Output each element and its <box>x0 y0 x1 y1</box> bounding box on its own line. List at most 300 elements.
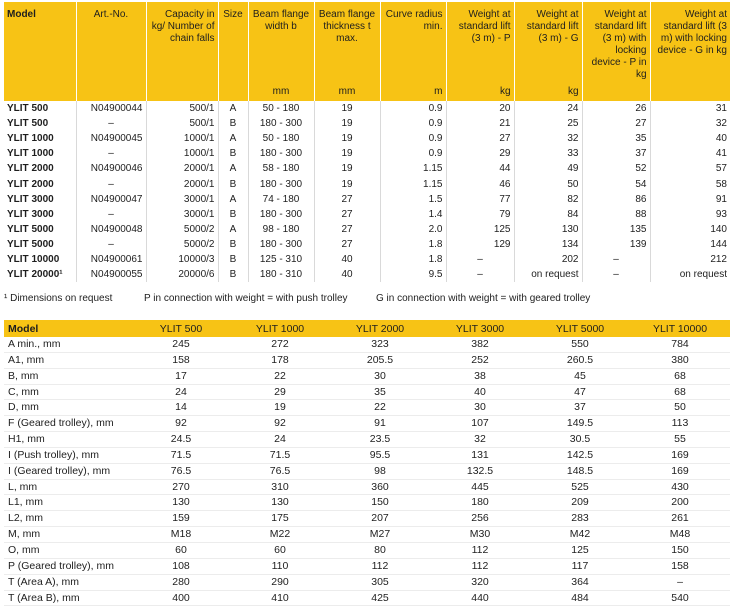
table-cell: A <box>218 131 248 146</box>
table-row <box>4 192 730 207</box>
table-cell: 142.5 <box>530 447 630 463</box>
table-cell: 484 <box>530 590 630 606</box>
table-row <box>4 207 730 222</box>
table-cell: 32 <box>514 131 582 146</box>
table-cell: 19 <box>314 101 380 116</box>
table-cell: 180 - 300 <box>248 207 314 222</box>
spec-unit-7: kg <box>446 85 514 101</box>
table-cell: 113 <box>630 416 730 432</box>
table-cell: 283 <box>530 511 630 527</box>
table-cell: 2.0 <box>380 222 446 237</box>
table-cell: 272 <box>230 337 330 352</box>
table-cell: 550 <box>530 337 630 352</box>
table-cell: 209 <box>530 495 630 511</box>
table-row <box>4 252 730 267</box>
table-cell: 44 <box>446 161 514 176</box>
table-cell: 280 <box>132 574 230 590</box>
table-cell: 290 <box>230 574 330 590</box>
table-cell: 180 - 300 <box>248 176 314 191</box>
table-cell: 150 <box>630 542 730 558</box>
dim-header-2: YLIT 1000 <box>230 320 330 337</box>
table-cell: B, mm <box>4 368 132 384</box>
table-cell: on request <box>514 267 582 282</box>
table-cell: 25 <box>514 116 582 131</box>
table-cell: 22 <box>330 400 430 416</box>
table-cell: B <box>218 252 248 267</box>
table-cell: 0.9 <box>380 116 446 131</box>
table-cell: 50 <box>630 400 730 416</box>
table-cell: 178 <box>230 352 330 368</box>
table-cell: 71.5 <box>230 447 330 463</box>
table-cell: 30 <box>330 368 430 384</box>
table-cell: 30.5 <box>530 432 630 448</box>
table-cell: 40 <box>650 131 730 146</box>
table-cell: 46 <box>446 176 514 191</box>
table-row <box>4 384 730 400</box>
table-cell: 86 <box>582 192 650 207</box>
table-cell: YLIT 5000 <box>4 222 76 237</box>
table-cell: 382 <box>430 337 530 352</box>
table-cell: 205.5 <box>330 352 430 368</box>
table-cell: 380 <box>630 352 730 368</box>
table-row <box>4 176 730 191</box>
table-cell: 1.15 <box>380 161 446 176</box>
table-cell: 29 <box>446 146 514 161</box>
table-cell: 92 <box>230 416 330 432</box>
table-cell: 5000/2 <box>146 237 218 252</box>
table-cell: N04900055 <box>76 267 146 282</box>
table-cell: 29 <box>230 384 330 400</box>
spec-unit-5: mm <box>314 85 380 101</box>
table-cell: 158 <box>132 352 230 368</box>
table-cell: N04900046 <box>76 161 146 176</box>
table-cell: 130 <box>132 495 230 511</box>
table-cell: 60 <box>230 542 330 558</box>
table-cell: A1, mm <box>4 352 132 368</box>
table-cell: 79 <box>446 207 514 222</box>
table-cell: YLIT 10000 <box>4 252 76 267</box>
table-cell: 320 <box>430 574 530 590</box>
spec-header-1: Art.-No. <box>76 2 146 85</box>
table-cell: 140 <box>650 222 730 237</box>
table-cell: 68 <box>630 368 730 384</box>
table-row <box>4 352 730 368</box>
table-cell: 0.9 <box>380 131 446 146</box>
table-cell: 76.5 <box>132 463 230 479</box>
table-cell: 2000/1 <box>146 176 218 191</box>
spec-unit-0 <box>4 85 76 101</box>
spec-header-10: Weight at standard lift (3 m) with locking device - G in kg <box>650 2 730 85</box>
table-cell: 169 <box>630 447 730 463</box>
table-row <box>4 558 730 574</box>
table-cell: 91 <box>330 416 430 432</box>
table-cell: 0.9 <box>380 101 446 116</box>
table-cell: 130 <box>514 222 582 237</box>
table-cell: YLIT 500 <box>4 101 76 116</box>
dim-header-0: Model <box>4 320 132 337</box>
table-cell: 22 <box>230 368 330 384</box>
dim-header-6: YLIT 10000 <box>630 320 730 337</box>
table-cell: 5000/2 <box>146 222 218 237</box>
table-row <box>4 131 730 146</box>
table-cell: 40 <box>430 384 530 400</box>
table-cell: 32 <box>650 116 730 131</box>
table-cell: 134 <box>514 237 582 252</box>
table-cell: 37 <box>530 400 630 416</box>
table-cell: – <box>446 267 514 282</box>
table-cell: 400 <box>132 590 230 606</box>
table-row <box>4 590 730 606</box>
table-cell: A <box>218 161 248 176</box>
table-cell: 323 <box>330 337 430 352</box>
table-cell: L, mm <box>4 479 132 495</box>
table-cell: 149.5 <box>530 416 630 432</box>
table-cell: 430 <box>630 479 730 495</box>
table-cell: 169 <box>630 463 730 479</box>
table-cell: – <box>446 252 514 267</box>
table-cell: 49 <box>514 161 582 176</box>
dim-header-1: YLIT 500 <box>132 320 230 337</box>
table-cell: 19 <box>230 400 330 416</box>
table-cell: 148.5 <box>530 463 630 479</box>
table-cell: 139 <box>582 237 650 252</box>
table-cell: 26 <box>582 101 650 116</box>
table-cell: 60 <box>132 542 230 558</box>
table-cell: – <box>76 237 146 252</box>
table-cell: 23.5 <box>330 432 430 448</box>
table-cell: 3000/1 <box>146 192 218 207</box>
table-cell: 360 <box>330 479 430 495</box>
table-cell: YLIT 2000 <box>7 178 54 190</box>
table-cell: 159 <box>132 511 230 527</box>
table-cell: 108 <box>132 558 230 574</box>
table-cell: 260.5 <box>530 352 630 368</box>
spec-unit-6: m <box>380 85 446 101</box>
table-cell: 58 <box>650 176 730 191</box>
table-cell: 0.9 <box>380 146 446 161</box>
table-cell: A min., mm <box>4 337 132 352</box>
table-cell: 19 <box>314 146 380 161</box>
table-row <box>4 337 730 352</box>
table-cell: 500/1 <box>146 116 218 131</box>
table-cell: 88 <box>582 207 650 222</box>
spec-header-9: Weight at standard lift (3 m) with locking device - P in kg <box>582 2 650 85</box>
spec-header-6: Curve radius min. <box>380 2 446 85</box>
spec-header-0: Model <box>4 2 76 85</box>
table-cell: on request <box>650 267 730 282</box>
table-cell: – <box>582 252 650 267</box>
table-cell: YLIT 500 <box>7 118 49 130</box>
table-cell: – <box>76 146 146 161</box>
table-cell: 50 <box>514 176 582 191</box>
table-cell: 112 <box>330 558 430 574</box>
table-row <box>4 368 730 384</box>
table-cell: 19 <box>314 116 380 131</box>
dim-header-4: YLIT 3000 <box>430 320 530 337</box>
table-cell: 76.5 <box>230 463 330 479</box>
table-cell: 24 <box>132 384 230 400</box>
table-cell: C, mm <box>4 384 132 400</box>
table-cell: 144 <box>650 237 730 252</box>
table-cell: 35 <box>582 131 650 146</box>
table-cell: I (Geared trolley), mm <box>4 463 132 479</box>
spec-header-2: Capacity in kg/ Number of chain falls <box>146 2 218 85</box>
table-cell: 180 - 300 <box>248 237 314 252</box>
table-cell: T (Area B), mm <box>4 590 132 606</box>
table-cell: 445 <box>430 479 530 495</box>
table-cell: 20000/6 <box>146 267 218 282</box>
table-cell: 270 <box>132 479 230 495</box>
table-cell: 10000/3 <box>146 252 218 267</box>
footnote-geared-trolley: G in connection with weight = with geared trolley <box>376 293 591 304</box>
table-cell: 202 <box>514 252 582 267</box>
table-cell: 3000/1 <box>146 207 218 222</box>
table-cell: 1.4 <box>380 207 446 222</box>
table-cell: 130 <box>230 495 330 511</box>
table-cell: 135 <box>582 222 650 237</box>
table-row <box>4 416 730 432</box>
spec-unit-3 <box>218 85 248 101</box>
table-cell: 82 <box>514 192 582 207</box>
table-cell: A <box>218 222 248 237</box>
table-cell: 24 <box>514 101 582 116</box>
footnote-push-trolley: P in connection with weight = with push trolley <box>144 293 348 304</box>
table-cell: 256 <box>430 511 530 527</box>
table-row <box>4 463 730 479</box>
table-cell: 500/1 <box>146 101 218 116</box>
table-cell: YLIT 5000 <box>7 238 54 250</box>
spec-header-5: Beam flange thickness t max. <box>314 2 380 85</box>
table-cell: YLIT 3000 <box>4 192 76 207</box>
spec-unit-9 <box>582 85 650 101</box>
table-cell: 305 <box>330 574 430 590</box>
table-cell: 80 <box>330 542 430 558</box>
table-cell: 150 <box>330 495 430 511</box>
table-cell: 17 <box>132 368 230 384</box>
table-cell: M, mm <box>4 527 132 543</box>
table-cell: 38 <box>430 368 530 384</box>
dimensions-table <box>4 320 730 606</box>
table-cell: 33 <box>514 146 582 161</box>
table-cell: YLIT 3000 <box>7 208 54 220</box>
table-cell: 20 <box>446 101 514 116</box>
table-cell: P (Geared trolley), mm <box>4 558 132 574</box>
table-cell: 175 <box>230 511 330 527</box>
table-cell: 98 - 180 <box>248 222 314 237</box>
table-cell: 180 - 310 <box>248 267 314 282</box>
footnotes <box>4 293 730 307</box>
table-cell: 132.5 <box>430 463 530 479</box>
table-cell: 27 <box>314 222 380 237</box>
spec-unit-8: kg <box>514 85 582 101</box>
table-cell: – <box>76 207 146 222</box>
table-cell: YLIT 1000 <box>7 148 54 160</box>
table-row <box>4 447 730 463</box>
dim-header-5: YLIT 5000 <box>530 320 630 337</box>
table-cell: 212 <box>650 252 730 267</box>
table-cell: 2000/1 <box>146 161 218 176</box>
table-cell: L2, mm <box>4 511 132 527</box>
table-cell: B <box>218 116 248 131</box>
table-cell: 110 <box>230 558 330 574</box>
table-row <box>4 116 730 131</box>
table-cell: YLIT 1000 <box>4 131 76 146</box>
table-cell: 525 <box>530 479 630 495</box>
spec-header-3: Size <box>218 2 248 85</box>
table-row <box>4 222 730 237</box>
table-cell: 27 <box>314 207 380 222</box>
table-cell: – <box>630 574 730 590</box>
table-cell: B <box>218 146 248 161</box>
table-cell: 27 <box>314 192 380 207</box>
table-cell: M18 <box>132 527 230 543</box>
table-cell: 54 <box>582 176 650 191</box>
spec-header-8: Weight at standard lift (3 m) - G <box>514 2 582 85</box>
table-cell: 125 - 310 <box>248 252 314 267</box>
table-row <box>4 495 730 511</box>
table-cell: B <box>218 176 248 191</box>
table-cell: N04900048 <box>76 222 146 237</box>
table-cell: 14 <box>132 400 230 416</box>
table-cell: 117 <box>530 558 630 574</box>
table-row <box>4 101 730 116</box>
table-cell: 1.8 <box>380 237 446 252</box>
table-cell: N04900044 <box>76 101 146 116</box>
table-cell: 1000/1 <box>146 146 218 161</box>
table-cell: 1.15 <box>380 176 446 191</box>
table-cell: 252 <box>430 352 530 368</box>
table-cell: 310 <box>230 479 330 495</box>
table-cell: 74 - 180 <box>248 192 314 207</box>
table-cell: 27 <box>446 131 514 146</box>
table-cell: 364 <box>530 574 630 590</box>
table-cell: YLIT 2000 <box>4 161 76 176</box>
table-row <box>4 574 730 590</box>
table-cell: H1, mm <box>4 432 132 448</box>
table-cell: 93 <box>650 207 730 222</box>
table-cell: YLIT 20000¹ <box>7 269 63 281</box>
table-cell: F (Geared trolley), mm <box>4 416 132 432</box>
table-cell: 784 <box>630 337 730 352</box>
table-cell: 112 <box>430 558 530 574</box>
table-cell: 1.5 <box>380 192 446 207</box>
table-cell: 40 <box>314 252 380 267</box>
table-cell: 30 <box>430 400 530 416</box>
table-cell: 19 <box>314 161 380 176</box>
table-cell: 180 - 300 <box>248 116 314 131</box>
table-cell: 40 <box>314 267 380 282</box>
dim-header-3: YLIT 2000 <box>330 320 430 337</box>
table-cell: 107 <box>430 416 530 432</box>
table-cell: T (Area A), mm <box>4 574 132 590</box>
spec-unit-10 <box>650 85 730 101</box>
table-cell: O, mm <box>4 542 132 558</box>
table-row <box>4 542 730 558</box>
table-cell: 125 <box>530 542 630 558</box>
table-row <box>4 479 730 495</box>
table-cell: 261 <box>630 511 730 527</box>
table-cell: 158 <box>630 558 730 574</box>
table-cell: – <box>582 267 650 282</box>
table-cell: 21 <box>446 116 514 131</box>
table-row <box>4 432 730 448</box>
table-cell: 19 <box>314 176 380 191</box>
table-cell: 200 <box>630 495 730 511</box>
table-cell: M48 <box>630 527 730 543</box>
table-cell: 1000/1 <box>146 131 218 146</box>
table-cell: 45 <box>530 368 630 384</box>
table-cell: N04900047 <box>76 192 146 207</box>
table-cell: D, mm <box>4 400 132 416</box>
table-cell: 37 <box>582 146 650 161</box>
table-cell: 95.5 <box>330 447 430 463</box>
spec-header-7: Weight at standard lift (3 m) - P <box>446 2 514 85</box>
table-cell: 98 <box>330 463 430 479</box>
table-cell: 207 <box>330 511 430 527</box>
table-cell: 19 <box>314 131 380 146</box>
table-cell: 129 <box>446 237 514 252</box>
table-cell: 27 <box>314 237 380 252</box>
table-cell: M22 <box>230 527 330 543</box>
table-cell: 245 <box>132 337 230 352</box>
footnote-dimensions: ¹ Dimensions on request <box>4 293 113 304</box>
table-cell: 52 <box>582 161 650 176</box>
table-cell: 58 - 180 <box>248 161 314 176</box>
table-cell: L1, mm <box>4 495 132 511</box>
table-row <box>4 146 730 161</box>
spec-unit-4: mm <box>248 85 314 101</box>
table-cell: 77 <box>446 192 514 207</box>
table-row <box>4 161 730 176</box>
table-cell: I (Push trolley), mm <box>4 447 132 463</box>
table-cell: 125 <box>446 222 514 237</box>
table-cell: A <box>218 192 248 207</box>
table-cell: 84 <box>514 207 582 222</box>
table-row <box>4 237 730 252</box>
table-cell: – <box>76 176 146 191</box>
table-row <box>4 527 730 543</box>
table-cell: 27 <box>582 116 650 131</box>
table-cell: 24.5 <box>132 432 230 448</box>
table-cell: 425 <box>330 590 430 606</box>
spec-header-4: Beam flange width b <box>248 2 314 85</box>
table-cell: B <box>218 207 248 222</box>
table-cell: 55 <box>630 432 730 448</box>
table-cell: 92 <box>132 416 230 432</box>
table-row <box>4 400 730 416</box>
table-cell: 50 - 180 <box>248 101 314 116</box>
table-cell: B <box>218 237 248 252</box>
table-cell: 112 <box>430 542 530 558</box>
table-cell: N04900045 <box>76 131 146 146</box>
table-cell: 47 <box>530 384 630 400</box>
table-cell: 440 <box>430 590 530 606</box>
table-cell: 71.5 <box>132 447 230 463</box>
table-cell: 68 <box>630 384 730 400</box>
table-cell: 180 <box>430 495 530 511</box>
table-cell: 24 <box>230 432 330 448</box>
table-cell: M27 <box>330 527 430 543</box>
spec-unit-1 <box>76 85 146 101</box>
table-cell: 57 <box>650 161 730 176</box>
table-cell: 540 <box>630 590 730 606</box>
table-cell: – <box>76 116 146 131</box>
table-cell: 50 - 180 <box>248 131 314 146</box>
table-cell: A <box>218 101 248 116</box>
table-cell: N04900061 <box>76 252 146 267</box>
table-cell: M30 <box>430 527 530 543</box>
table-cell: 91 <box>650 192 730 207</box>
